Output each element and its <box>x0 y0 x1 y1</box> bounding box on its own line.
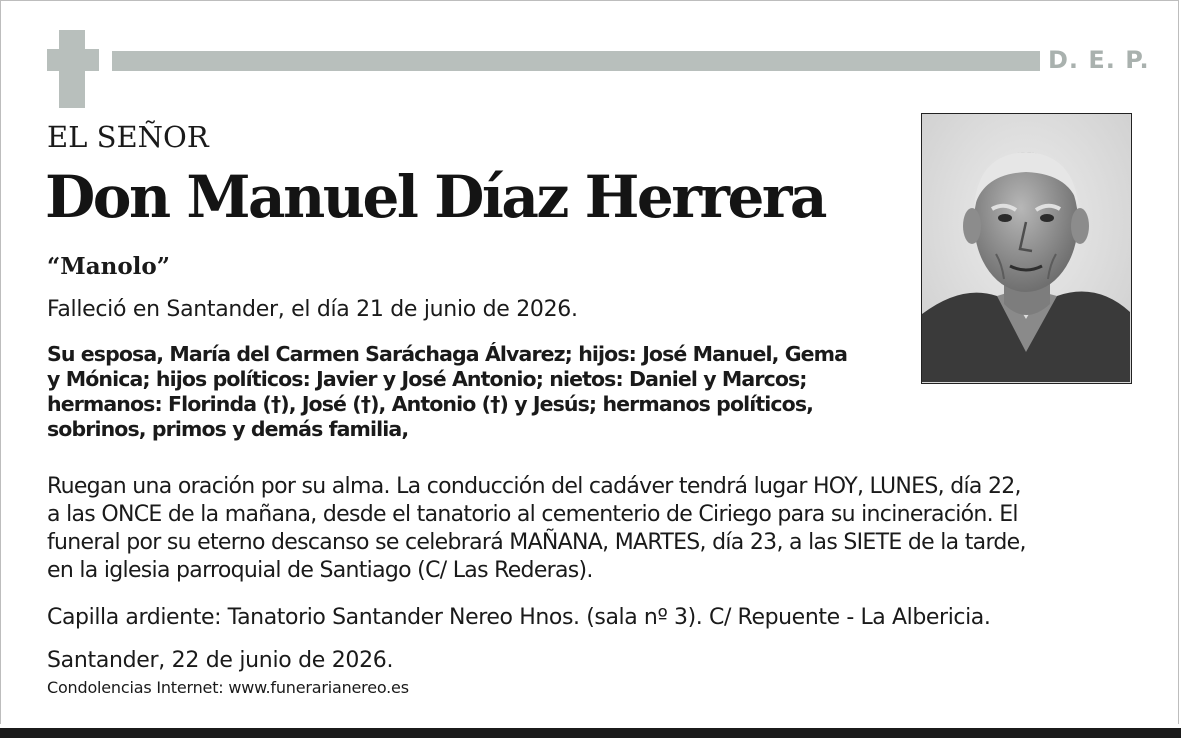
dep-label: D. E. P. <box>1048 46 1150 74</box>
death-notice: Falleció en Santander, el día 21 de junio de 2026. <box>47 297 578 322</box>
family-line: hermanos: Florinda (†), José (†), Antonio (†) y Jesús; hermanos políticos, <box>47 392 814 416</box>
header-rule <box>112 51 1040 71</box>
family-paragraph <box>47 342 917 442</box>
prayer-line: en la iglesia parroquial de Santiago (C/ Las Rederas). <box>47 558 593 583</box>
prayer-line: a las ONCE de la mañana, desde el tanatorio al cementerio de Ciriego para su incineración. El <box>47 502 1018 527</box>
family-line: sobrinos, primos y demás familia, <box>47 417 409 441</box>
deceased-photo <box>921 113 1132 384</box>
deceased-name: Don Manuel Díaz Herrera <box>45 163 825 231</box>
deceased-nickname: “Manolo” <box>47 253 170 280</box>
family-line: Su esposa, María del Carmen Saráchaga Álvarez; hijos: José Manuel, Gema <box>47 342 848 366</box>
portrait-image <box>922 114 1130 382</box>
prayer-line: Ruegan una oración por su alma. La conducción del cadáver tendrá lugar HOY, LUNES, día 22, <box>47 474 1021 499</box>
bottom-bar <box>0 728 1181 738</box>
condolences-link[interactable]: Condolencias Internet: www.funerarianereo.es <box>47 678 409 697</box>
prayer-line: funeral por su eterno descanso se celebrará MAÑANA, MARTES, día 23, a las SIETE de la tarde, <box>47 530 1026 555</box>
dateline: Santander, 22 de junio de 2026. <box>47 648 394 673</box>
title-prefix: EL SEÑOR <box>47 120 209 154</box>
prayer-paragraph <box>47 473 1157 585</box>
family-line: y Mónica; hijos políticos: Javier y José Antonio; nietos: Daniel y Marcos; <box>47 367 807 391</box>
cross-horizontal-bar <box>47 49 99 71</box>
chapel-info: Capilla ardiente: Tanatorio Santander Nereo Hnos. (sala nº 3). C/ Repuente - La Albericia. <box>47 605 991 630</box>
